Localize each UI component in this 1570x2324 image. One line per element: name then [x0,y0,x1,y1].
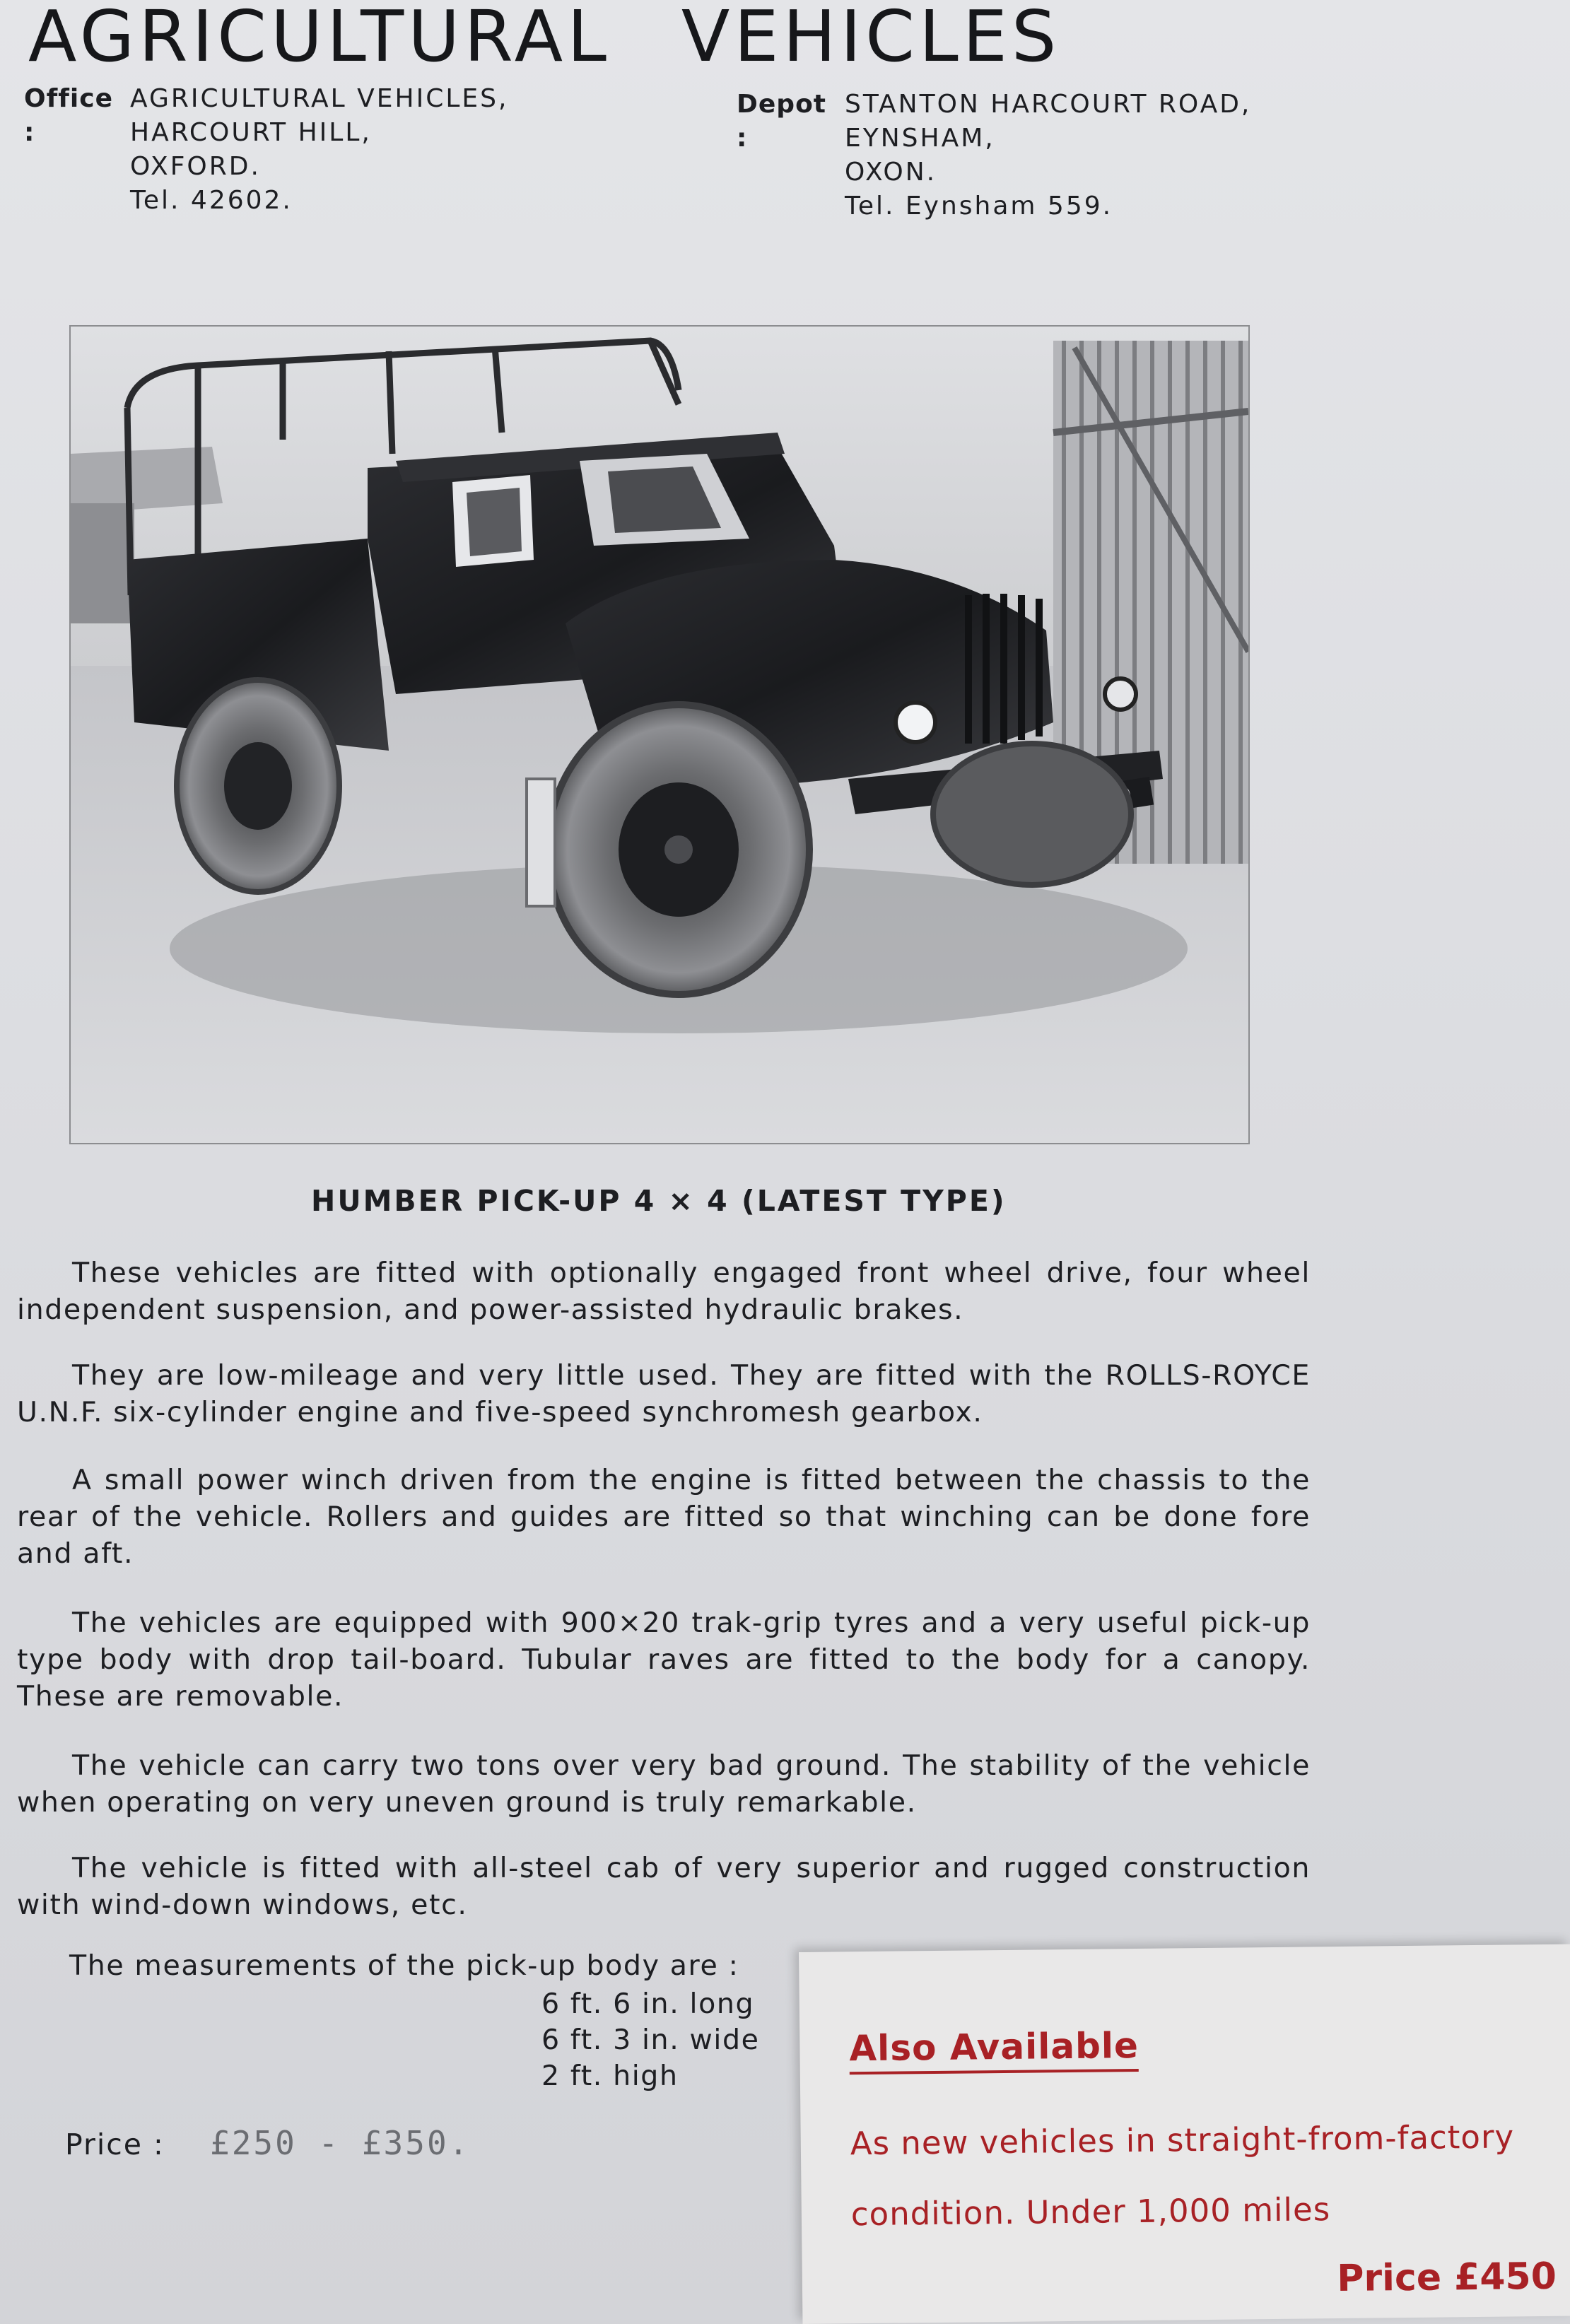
office-phone: Tel. 42602. [130,186,293,215]
also-available-price: Price £450 [1337,2255,1557,2301]
price-value: £250 - £350. [210,2124,471,2162]
measurements-list [541,1988,760,2096]
measurement-height: 2 ft. high [541,2060,679,2092]
office-line: OXFORD. [130,152,261,181]
also-available-text: As new vehicles in straight-from-factory condition. Under 1,000 miles [850,2118,1515,2234]
measurement-width: 6 ft. 3 in. wide [541,2024,760,2056]
depot-label: Depot : [737,90,827,153]
description-paragraph: These vehicles are fitted with optionally engaged front wheel drive, four wheel independent suspension, and power-assisted hydraulic brakes. [17,1257,1311,1326]
office-label: Office : [24,84,114,147]
measurements-intro: The measurements of the pick-up body are : [69,1949,739,1982]
depot-line: OXON. [845,158,937,187]
title-word-agricultural: AGRICULTURAL [28,0,611,78]
front-wheel-far [933,744,1131,885]
description-paragraph: A small power winch driven from the engine is fitted between the chassis to the rear of the vehicle. Rollers and guides are fitted so that winching can be done fore and aft. [17,1464,1311,1570]
rear-wheel [177,680,339,892]
humber-pickup-illustration [71,327,1248,1143]
office-line: AGRICULTURAL VEHICLES, [130,84,509,113]
vehicle-photo [69,325,1250,1144]
measurement-length: 6 ft. 6 in. long [541,1988,755,2020]
also-available-card [799,1944,1570,2324]
description-paragraph: They are low-mileage and very little used. They are fitted with the ROLLS-ROYCE U.N.F. six-cylinder engine and five-speed synchromesh gearbox. [17,1359,1311,1428]
price-row [65,2124,470,2162]
vehicle-heading: HUMBER PICK-UP 4 × 4 (LATEST TYPE) [311,1184,1007,1218]
depot-line: STANTON HARCOURT ROAD, [845,90,1252,119]
description-paragraph: The vehicle can carry two tons over very bad ground. The stability of the vehicle when operating on very uneven ground is truly remarkable. [17,1749,1311,1819]
also-available-heading: Also Available [849,2025,1139,2074]
description-paragraph: The vehicle is fitted with all-steel cab of very superior and rugged construction with wind-down windows, etc. [17,1852,1311,1921]
office-line: HARCOURT HILL, [130,118,372,147]
company-title [28,0,1061,78]
depot-line: EYNSHAM, [845,124,995,153]
description-paragraph: The vehicles are equipped with 900×20 trak-grip tyres and a very useful pick-up type body with drop tail-board. Tubular raves are fitted to the body for a canopy. These are removable. [17,1607,1311,1713]
price-label: Price : [65,2128,165,2161]
front-wheel-near [548,705,809,994]
depot-phone: Tel. Eynsham 559. [845,192,1113,221]
title-word-vehicles: VEHICLES [681,0,1061,78]
